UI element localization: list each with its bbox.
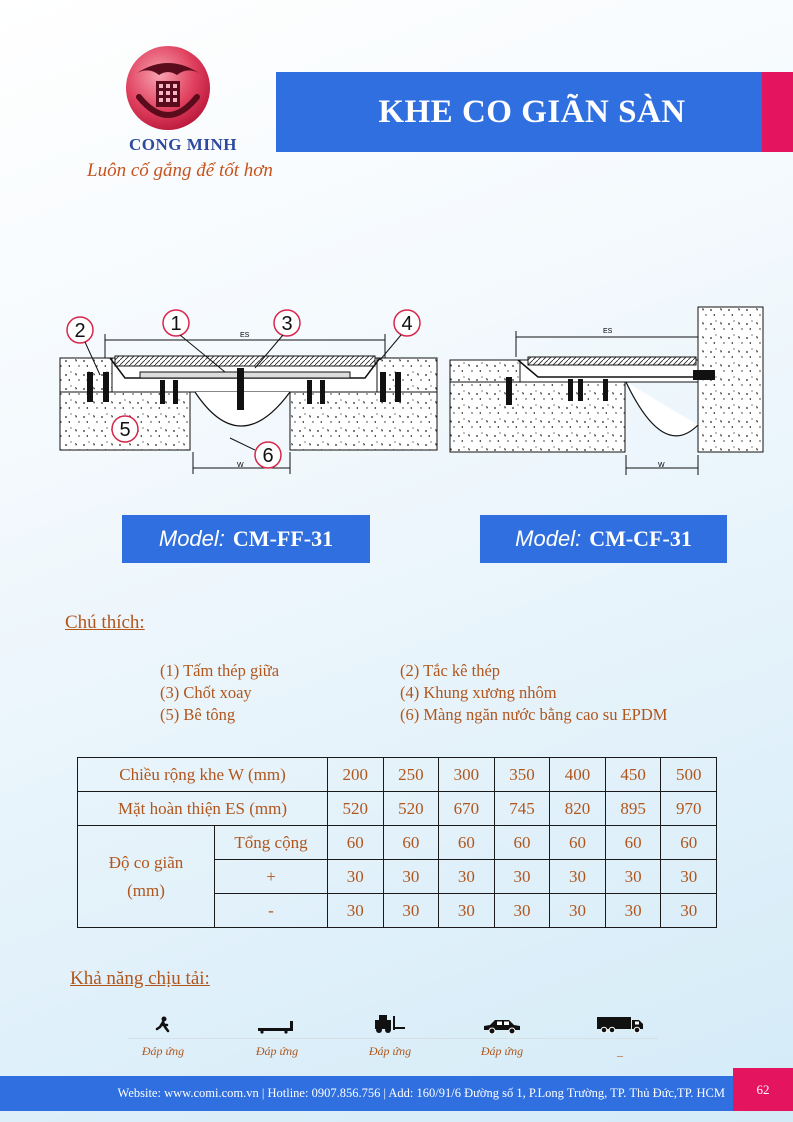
row-label: + xyxy=(215,860,328,894)
notes-list xyxy=(160,660,760,726)
car-icon xyxy=(462,1010,542,1034)
movement-label xyxy=(78,826,215,928)
table-cell: 60 xyxy=(494,826,550,860)
company-logo xyxy=(125,45,211,131)
load-status: Đáp ứng xyxy=(255,1044,299,1058)
callout-1: 1 xyxy=(170,313,182,335)
table-cell: 670 xyxy=(439,792,495,826)
load-item-pedestrian xyxy=(123,1010,203,1059)
company-name: CONG MINH xyxy=(129,135,237,154)
table-cell: 500 xyxy=(661,758,717,792)
note-item: (6) Màng ngăn nước bằng cao su EPDM xyxy=(400,705,668,724)
table-cell: 30 xyxy=(661,894,717,928)
table-cell: 30 xyxy=(383,860,439,894)
table-cell: 450 xyxy=(605,758,661,792)
table-cell: 60 xyxy=(550,826,606,860)
table-cell: 745 xyxy=(494,792,550,826)
table-cell: 30 xyxy=(439,860,495,894)
table-cell: 300 xyxy=(439,758,495,792)
load-heading: Khả năng chịu tải: xyxy=(70,968,210,989)
svg-text:ES: ES xyxy=(603,328,613,335)
table-cell: 60 xyxy=(328,826,384,860)
table-cell: 520 xyxy=(383,792,439,826)
callout-3: 3 xyxy=(281,313,293,335)
row-label: Mặt hoàn thiện ES (mm) xyxy=(78,792,328,826)
trolley-icon xyxy=(237,1010,317,1034)
note-item: (1) Tấm thép giữa xyxy=(160,661,280,680)
table-cell: 60 xyxy=(439,826,495,860)
table-cell: 350 xyxy=(494,758,550,792)
load-status: _ xyxy=(617,1044,623,1058)
footer-contact: Website: www.comi.com.vn | Hotline: 0907.856.756 | Add: 160/91/6 Đường số 1, P.Long Trường, TP. Thủ Đức,TP. HCM xyxy=(117,1086,725,1100)
table-cell: 400 xyxy=(550,758,606,792)
load-status: Đáp ứng xyxy=(480,1044,524,1058)
notes-heading: Chú thích: xyxy=(65,612,145,633)
movement-label-line2: (mm) xyxy=(127,880,165,900)
table-cell: 30 xyxy=(605,860,661,894)
diagram-cm-ff-31 xyxy=(55,300,445,480)
load-status: Đáp ứng xyxy=(141,1044,185,1058)
table-cell: 970 xyxy=(661,792,717,826)
model-caption: Model: xyxy=(515,526,582,551)
callout-5: 5 xyxy=(119,419,131,441)
title-banner xyxy=(276,72,793,152)
row-label: - xyxy=(215,894,328,928)
table-cell: 30 xyxy=(328,894,384,928)
table-cell: 30 xyxy=(494,894,550,928)
table-cell: 60 xyxy=(661,826,717,860)
model-label-ff xyxy=(122,515,370,563)
model-code: CM-CF-31 xyxy=(589,526,692,551)
callout-6: 6 xyxy=(262,445,274,467)
load-item-car xyxy=(462,1010,542,1059)
table-cell: 30 xyxy=(550,894,606,928)
callout-4: 4 xyxy=(401,313,413,335)
table-cell: 895 xyxy=(605,792,661,826)
svg-text:ES: ES xyxy=(240,332,250,339)
table-cell: 30 xyxy=(605,894,661,928)
model-caption: Model: xyxy=(158,526,225,551)
svg-text:W: W xyxy=(237,462,244,469)
note-item: (2) Tắc kê thép xyxy=(400,661,501,680)
table-cell: 30 xyxy=(550,860,606,894)
note-item: (4) Khung xương nhôm xyxy=(400,683,557,702)
table-cell: 30 xyxy=(328,860,384,894)
table-row xyxy=(78,792,717,826)
table-cell: 30 xyxy=(661,860,717,894)
table-cell: 520 xyxy=(328,792,384,826)
table-cell: 820 xyxy=(550,792,606,826)
note-item: (5) Bê tông xyxy=(160,705,236,724)
table-cell: 60 xyxy=(605,826,661,860)
model-label-cf xyxy=(480,515,727,563)
table-cell: 200 xyxy=(328,758,384,792)
forklift-icon xyxy=(350,1010,430,1034)
table-cell: 250 xyxy=(383,758,439,792)
page-title: KHE CO GIÃN SÀN xyxy=(378,94,686,130)
load-item-trolley xyxy=(237,1010,317,1059)
company-slogan: Luôn cố gắng để tốt hơn xyxy=(87,160,273,181)
row-label: Chiều rộng khe W (mm) xyxy=(78,758,328,792)
pedestrian-icon xyxy=(123,1010,203,1034)
callout-2: 2 xyxy=(74,320,86,342)
title-accent xyxy=(762,72,793,152)
model-code: CM-FF-31 xyxy=(232,526,334,551)
truck-icon xyxy=(580,1010,660,1034)
diagram-cm-cf-31 xyxy=(448,305,768,480)
table-cell: 60 xyxy=(383,826,439,860)
load-status: Đáp ứng xyxy=(368,1044,412,1058)
note-item: (3) Chốt xoay xyxy=(160,683,252,702)
page-number: 62 xyxy=(733,1068,793,1111)
row-label: Tổng cộng xyxy=(215,826,328,860)
spec-table xyxy=(77,757,717,928)
table-cell: 30 xyxy=(439,894,495,928)
table-row xyxy=(78,826,717,860)
movement-label-line1: Độ co giãn xyxy=(108,852,184,872)
table-row xyxy=(78,758,717,792)
svg-text:W: W xyxy=(658,462,665,469)
table-cell: 30 xyxy=(383,894,439,928)
table-cell: 30 xyxy=(494,860,550,894)
load-item-forklift xyxy=(350,1010,430,1059)
load-item-truck xyxy=(580,1010,660,1059)
footer-bar xyxy=(0,1076,733,1111)
